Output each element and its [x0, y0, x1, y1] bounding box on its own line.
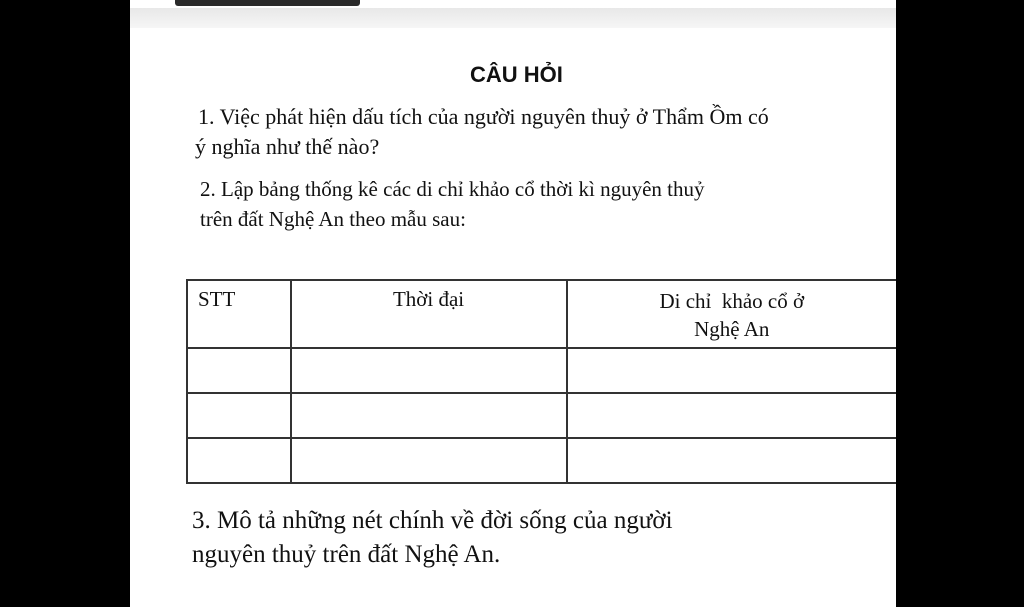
table-cell — [567, 393, 896, 438]
header-site — [567, 280, 896, 348]
header-site-line-2: Nghệ An — [694, 317, 770, 341]
header-stt: STT — [187, 280, 291, 348]
table-cell — [567, 438, 896, 483]
table-cell — [567, 348, 896, 393]
question-2-line-1: 2. Lập bảng thống kê các di chỉ khảo cổ thời kì nguyên thuỷ — [200, 177, 705, 201]
document-page — [130, 0, 896, 607]
page-title: CÂU HỎI — [470, 62, 563, 87]
table-cell — [291, 393, 567, 438]
table-cell — [187, 348, 291, 393]
table-cell — [291, 348, 567, 393]
header-era: Thời đại — [291, 280, 567, 348]
question-3-line-1: 3. Mô tả những nét chính về đời sống của người — [192, 507, 673, 534]
question-1-line-1: 1. Việc phát hiện dấu tích của người nguyên thuỷ ở Thẩm Ồm có — [198, 104, 769, 129]
statistics-table — [186, 279, 896, 484]
top-bar — [175, 0, 360, 6]
question-3 — [192, 504, 892, 572]
question-1 — [195, 102, 896, 162]
table-header-row — [187, 280, 896, 348]
table-cell — [291, 438, 567, 483]
table-row — [187, 438, 896, 483]
top-strip — [130, 8, 896, 28]
question-1-line-2: ý nghĩa như thế nào? — [195, 134, 380, 159]
table-cell — [187, 393, 291, 438]
table-row — [187, 348, 896, 393]
table-row — [187, 393, 896, 438]
question-2-line-2: trên đất Nghệ An theo mẫu sau: — [200, 207, 466, 231]
question-2 — [200, 174, 880, 234]
question-3-line-2: nguyên thuỷ trên đất Nghệ An. — [192, 541, 501, 568]
header-site-line-1: Di chỉ khảo cổ ở — [659, 289, 805, 313]
table-cell — [187, 438, 291, 483]
